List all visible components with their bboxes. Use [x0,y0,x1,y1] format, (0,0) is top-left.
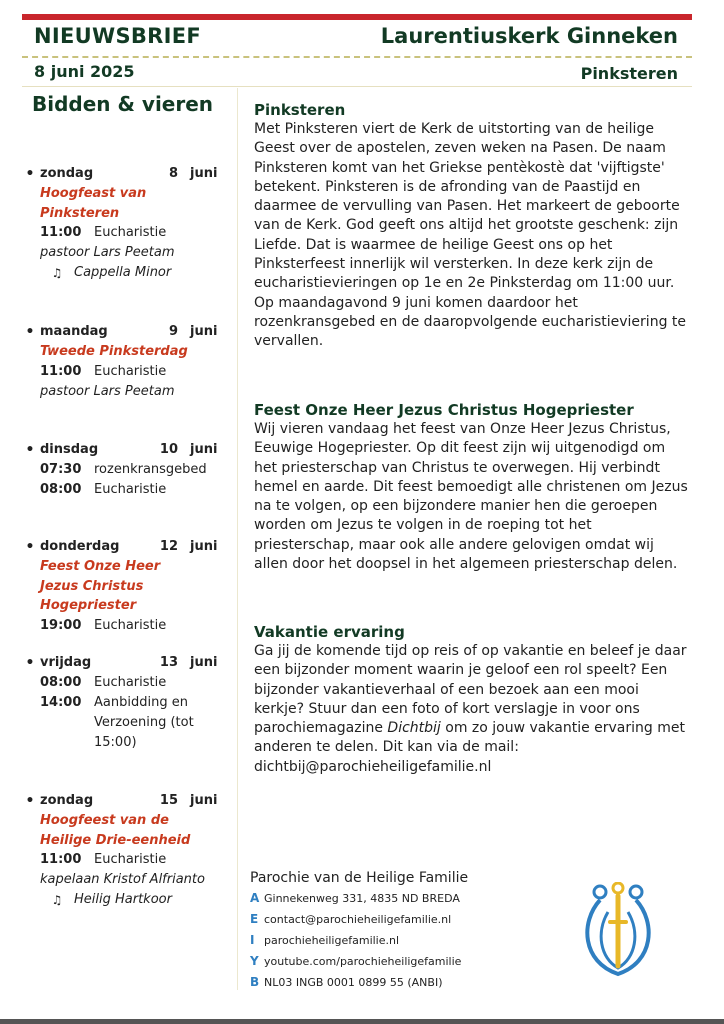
feast-line: Heilige Drie-eenheid [40,832,191,848]
bullet-icon: • [25,166,35,182]
contact-youtube [250,951,550,972]
service-desc: Eucharistie [94,617,167,633]
day-name: zondag [40,166,94,181]
service [40,460,235,480]
article-pinksteren [254,100,689,352]
sidebar-title: Bidden & vieren [32,92,214,116]
day-number: 15 [159,793,178,808]
contact-address [250,888,550,909]
day-month: juni [190,166,218,181]
service-desc: Eucharistie [94,852,167,867]
day-number: 10 [159,442,178,457]
music [40,890,235,910]
contact-bank [250,972,550,993]
feast-line: Hoogfeast van [40,186,147,201]
contact-footer [250,870,550,993]
celebrant: kapelaan Kristof Alfrianto [40,872,205,887]
article-body [254,642,689,777]
feast-line: Pinksteren [40,205,120,221]
contact-text[interactable]: parochieheiligefamilie.nl [264,934,400,947]
choir-name: Cappella Minor [74,265,172,280]
article-title: Vakantie ervaring [254,623,405,641]
bullet-icon: • [25,442,35,458]
music-note-icon: ♫ [51,266,63,280]
service-time: 11:00 [40,852,82,867]
day-month: juni [190,442,218,457]
day-number: 9 [168,324,178,339]
service [40,850,235,870]
issue-date: 8 juni 2025 [34,62,135,81]
agenda-day [20,164,235,283]
day-name: maandag [40,324,108,339]
feast-line: Feest Onze Heer [40,559,161,574]
feast-line: Jezus Christus [40,578,144,594]
day-name: vrijdag [40,655,92,670]
day-number: 13 [159,655,178,670]
day-name: dinsdag [40,442,99,457]
day-header [20,537,235,557]
feast-line: Hoogfeest van de [40,813,169,828]
bullet-icon: • [25,324,35,340]
feast-title [40,184,220,223]
service-time: 11:00 [40,363,82,379]
agenda-day [20,791,235,910]
bullet-icon: • [25,539,35,555]
contact-letter: Y [250,954,259,968]
service-time: 19:00 [40,617,82,633]
article-vakantie [254,622,689,777]
contact-text: Ginnekenweg 331, 4835 ND BREDA [264,892,460,905]
celebrant: pastoor Lars Peetam [40,245,175,260]
contact-text: NL03 INGB 0001 0899 55 (ANBI) [264,976,443,989]
bullet-icon: • [25,793,35,809]
header-rule [22,86,692,87]
service-desc: Aanbidding en Verzoening (tot 15:00) [94,695,194,750]
contact-letter: E [250,912,259,926]
contact-letter: A [250,891,260,905]
header-divider [22,56,692,58]
choir-name: Heilig Hartkoor [74,892,172,907]
feast-title [40,557,220,616]
feast-line: Tweede Pinksterdag [40,344,188,359]
service [40,616,235,636]
article-body: Met Pinksteren viert de Kerk de uitstorting van de heilige Geest over de apostelen, zeven weken na Pasen. De naam Pinksteren komt van het Griekse pentèkostè dat 'vijftigste' betekent. Pinksteren is de afronding van de Paastijd en daarmee de vervulling van Pasen. Het markeert de geboorte van de Kerk. God geeft ons altijd het grootste geschenk: zijn Liefde. Dat is waarmee de heilige Geest ons op het Pinksterfeest innerlijk wil versterken. In deze kerk zijn de eucharistievieringen op 1e en 2e Pinksterdag om 11:00 uur. Op maandagavond 9 juni komen daardoor het rozenkransgebed en de daaropvolgende eucharistieviering te vervallen. [254,121,687,350]
newsletter-label: NIEUWSBRIEF [34,24,202,48]
music-note-icon: ♫ [51,893,63,907]
day-name: donderdag [40,539,120,554]
contact-text[interactable]: youtube.com/parochieheiligefamilie [264,955,462,968]
day-month: juni [190,324,218,339]
contact-text[interactable]: contact@parochieheiligefamilie.nl [264,913,452,926]
day-number: 12 [159,539,178,554]
service-desc: rozenkransgebed [94,462,207,477]
service-desc: Eucharistie [94,482,167,497]
music [40,263,235,283]
feast-title [40,811,220,850]
service-desc: Eucharistie [94,675,167,690]
agenda-day [20,537,235,636]
church-name: Laurentiuskerk Ginneken [380,24,678,48]
service [40,673,235,693]
service [40,693,235,753]
article-hogepriester [254,400,689,574]
day-header [20,440,235,460]
service-time: 14:00 [40,695,82,710]
magazine-name: Dichtbij [387,720,441,737]
day-header [20,791,235,811]
top-red-bar [22,14,692,20]
day-month: juni [190,655,218,670]
service-desc: Eucharistie [94,363,167,379]
bullet-icon: • [25,655,35,671]
agenda-day [20,440,235,500]
day-name: zondag [40,793,94,808]
day-header [20,653,235,673]
day-month: juni [190,539,218,554]
agenda-day [20,653,235,753]
service-desc: Eucharistie [94,225,167,240]
email-link[interactable]: dichtbij@parochieheiligefamilie.nl [254,758,492,775]
article-text: om zo jouw vakantie ervaring met anderen te delen. Dit kan via de mail: [254,720,685,756]
parish-logo-icon [578,882,658,978]
service-time: 08:00 [40,482,82,497]
agenda-sidebar [20,92,230,907]
service-time: 08:00 [40,675,82,690]
day-number: 8 [168,166,178,181]
article-title: Feest Onze Heer Jezus Christus Hogepriester [254,401,634,419]
celebrant: pastoor Lars Peetam [40,383,175,399]
service-time: 11:00 [40,225,82,240]
feast-line: Hogepriester [40,598,137,613]
service-time: 07:30 [40,462,82,477]
contact-letter: I [250,933,255,947]
feast-title [40,342,220,362]
article-text: Ga jij de komende tijd op reis of op vakantie en beleef je daar een bijzonder moment waarin je geloof een rol speelt? Een bijzonder vakantieverhaal of een bezoek aan een mooi kerkje? Stuur dan een foto of kort verslagje in voor ons parochiemagazine [254,643,687,737]
day-month: juni [190,793,218,808]
day-header [20,322,235,342]
contact-website [250,930,550,951]
day-header [20,164,235,184]
service [40,223,235,243]
parish-name: Parochie van de Heilige Familie [250,870,469,886]
contact-letter: B [250,975,260,989]
column-divider [237,88,238,990]
contact-email [250,909,550,930]
article-body: Wij vieren vandaag het feest van Onze Heer Jezus Christus, Eeuwige Hogepriester. Op dit feest zijn wij uitgenodigd om het priesterschap van Christus te overwegen. Hij verbindt hemel en aarde. Dit feest bemoedigt alle christenen om Jezus na te volgen, op een bijzondere manier hen die geroepen worden om Jezus te volgen in de roeping tot het priesterschap, maar ook alle andere gelovigen omdat wij allen door het doopsel in het algemeen priesterschap delen. [254,421,688,573]
article-title: Pinksteren [254,101,346,119]
scan-edge [0,1019,724,1024]
occasion-label: Pinksteren [580,64,678,83]
service [40,362,235,382]
service [40,480,235,500]
agenda-day [20,322,235,402]
